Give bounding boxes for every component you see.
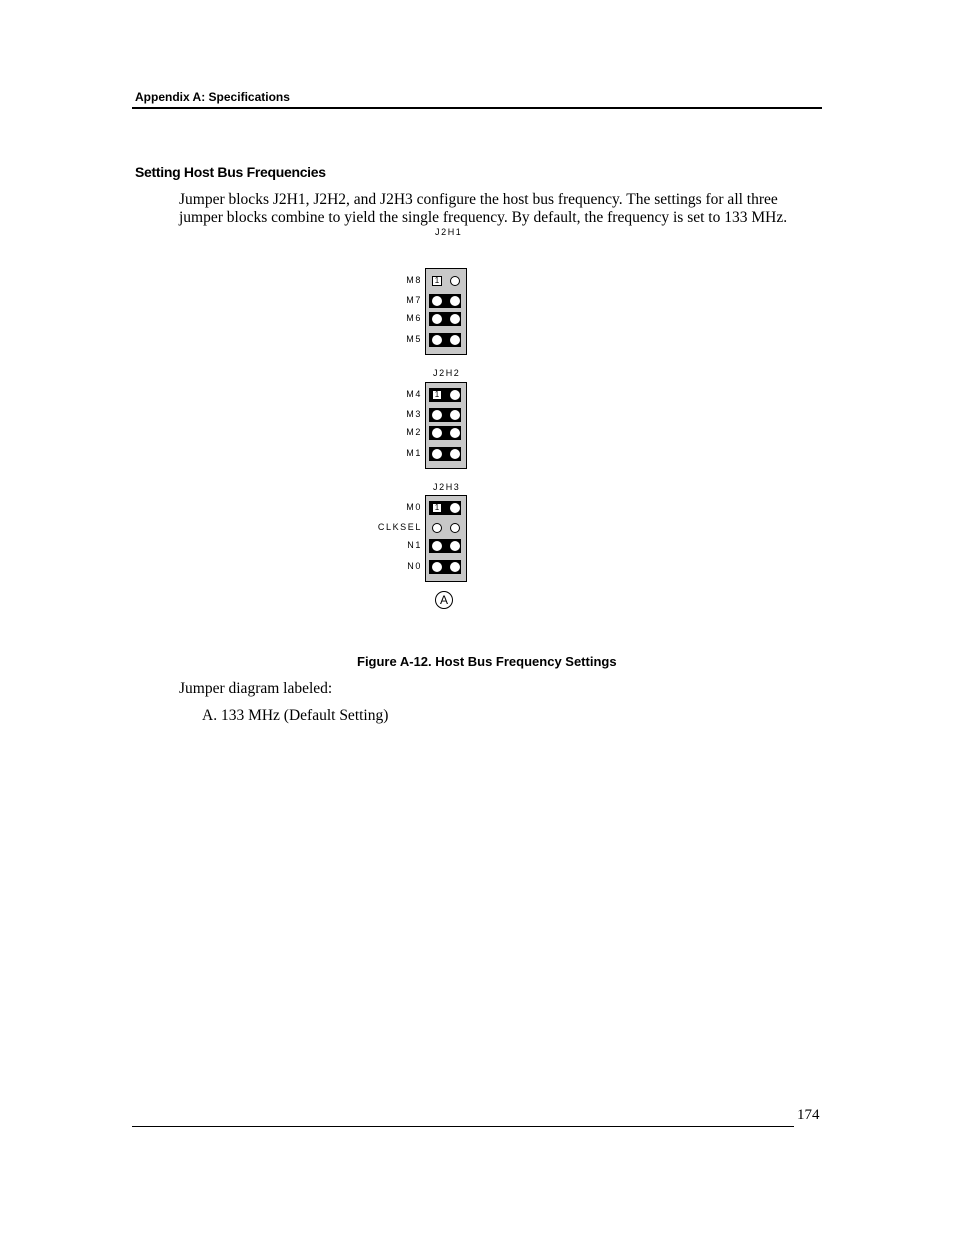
pin-label: M8 [406, 275, 422, 285]
pin-label: N1 [407, 540, 422, 550]
pin [432, 562, 442, 572]
pin-row-open [429, 521, 461, 535]
pin [450, 276, 460, 286]
pin [432, 449, 442, 459]
pin [450, 523, 460, 533]
pin [450, 390, 460, 400]
pin-label: CLKSEL [377, 522, 422, 532]
header-rule [132, 107, 822, 109]
pin-label: M6 [406, 313, 422, 323]
jumper-block-j2h3 [425, 495, 467, 582]
pin [450, 562, 460, 572]
legend-intro: Jumper diagram labeled: [179, 680, 333, 697]
pin [432, 314, 442, 324]
pin [432, 335, 442, 345]
pin [432, 523, 442, 533]
pin [432, 296, 442, 306]
legend-item: A. 133 MHz (Default Setting) [202, 707, 389, 724]
footer-rule [132, 1126, 794, 1127]
pin [432, 428, 442, 438]
block-label-j2h2: J2H2 [433, 368, 461, 378]
block-label-j2h1: J2H1 [435, 227, 463, 237]
pin [450, 503, 460, 513]
pin1-marker: 1 [432, 503, 442, 513]
pin-label: N0 [407, 561, 422, 571]
pin-row-jumpered [429, 447, 461, 461]
pin-label: M1 [406, 448, 422, 458]
section-title: Setting Host Bus Frequencies [135, 164, 326, 180]
paragraph-line: Jumper blocks J2H1, J2H2, and J2H3 configure the host bus frequency. The settings for all three [179, 191, 778, 208]
pin-row [429, 274, 461, 288]
pin-row-jumpered [429, 294, 461, 308]
pin-row-jumpered [429, 333, 461, 347]
pin [450, 296, 460, 306]
pin [450, 428, 460, 438]
pin-row-jumpered [429, 539, 461, 553]
pin [450, 314, 460, 324]
pin1-marker: 1 [432, 390, 442, 400]
pin-row-jumpered [429, 312, 461, 326]
body-paragraph [179, 191, 819, 227]
page-number: 174 [797, 1107, 820, 1123]
figure-caption: Figure A-12. Host Bus Frequency Settings [357, 654, 617, 669]
callout-marker: A [435, 591, 453, 609]
pin [450, 410, 460, 420]
pin [450, 449, 460, 459]
pin-row-jumpered [429, 501, 461, 515]
pin-label: M4 [406, 389, 422, 399]
pin-label: M3 [406, 409, 422, 419]
pin-row-jumpered [429, 426, 461, 440]
pin-row-jumpered [429, 388, 461, 402]
pin-label: M2 [406, 427, 422, 437]
pin [432, 541, 442, 551]
pin-label: M7 [406, 295, 422, 305]
block-label-j2h3: J2H3 [433, 482, 461, 492]
pin1-marker: 1 [432, 276, 442, 286]
paragraph-line: jumper blocks combine to yield the single frequency. By default, the frequency is set to 133 MHz. [179, 209, 788, 226]
pin-label: M0 [406, 502, 422, 512]
running-header: Appendix A: Specifications [135, 90, 290, 104]
pin-label: M5 [406, 334, 422, 344]
pin [450, 335, 460, 345]
pin [450, 541, 460, 551]
pin [432, 410, 442, 420]
jumper-block-j2h2 [425, 382, 467, 469]
pin-row-jumpered [429, 560, 461, 574]
jumper-block-j2h1 [425, 268, 467, 355]
pin-row-jumpered [429, 408, 461, 422]
